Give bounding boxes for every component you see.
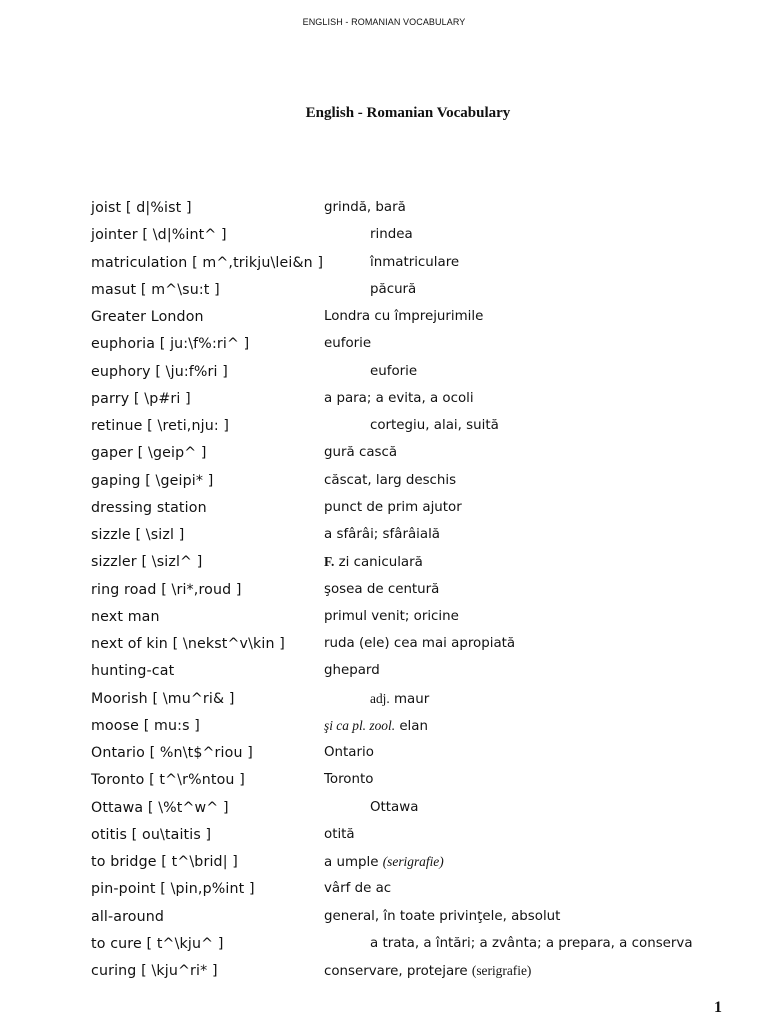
romanian-translation: otită bbox=[324, 826, 355, 842]
english-term: parry [ \p#ri ] bbox=[91, 390, 191, 407]
romanian-translation bbox=[324, 550, 423, 575]
english-term: dressing station bbox=[91, 499, 207, 516]
english-term: matriculation [ m^,trikju\lei&n ] bbox=[91, 254, 324, 271]
vocabulary-entry bbox=[91, 196, 711, 223]
vocabulary-entry bbox=[91, 905, 711, 932]
usage-label: adj. bbox=[370, 690, 390, 706]
romanian-translation: păcură bbox=[370, 281, 417, 297]
translation-text: elan bbox=[399, 718, 428, 734]
romanian-translation bbox=[324, 959, 531, 984]
english-term: euphory [ \ju:f%ri ] bbox=[91, 363, 228, 380]
english-term: to bridge [ t^\brid| ] bbox=[91, 854, 238, 870]
vocabulary-entry bbox=[91, 550, 711, 577]
vocabulary-entry bbox=[91, 387, 711, 414]
romanian-translation: euforie bbox=[370, 363, 418, 379]
translation-text: maur bbox=[393, 691, 430, 707]
romanian-translation: punct de prim ajutor bbox=[324, 499, 462, 515]
usage-note: (serigrafie) bbox=[471, 963, 532, 978]
romanian-translation: Toronto bbox=[324, 772, 374, 788]
vocabulary-entry bbox=[91, 714, 711, 741]
english-term: hunting-cat bbox=[91, 663, 175, 680]
vocabulary-entry bbox=[91, 441, 711, 468]
english-term: joist [ d|%ist ] bbox=[91, 200, 192, 216]
vocabulary-entry bbox=[91, 305, 711, 332]
vocabulary-list bbox=[91, 196, 711, 986]
romanian-translation: a trata, a întări; a zvânta; a prepara, a conserva bbox=[370, 935, 693, 951]
vocabulary-entry bbox=[91, 659, 711, 686]
romanian-translation: înmatriculare bbox=[370, 254, 460, 270]
vocabulary-entry bbox=[91, 251, 711, 278]
vocabulary-entry bbox=[91, 332, 711, 359]
romanian-translation: ghepard bbox=[324, 663, 380, 679]
english-term: jointer [ \d|%int^ ] bbox=[91, 227, 227, 244]
vocabulary-entry bbox=[91, 768, 711, 795]
english-term: retinue [ \reti,nju: ] bbox=[91, 418, 230, 434]
english-term: curing [ \kju^ri* ] bbox=[91, 963, 218, 979]
vocabulary-entry bbox=[91, 687, 711, 714]
romanian-translation: şosea de centură bbox=[324, 581, 440, 597]
english-term: masut [ m^\su:t ] bbox=[91, 281, 220, 298]
vocabulary-entry bbox=[91, 823, 711, 850]
vocabulary-entry bbox=[91, 741, 711, 768]
english-term: otitis [ ou\taitis ] bbox=[91, 826, 212, 843]
vocabulary-entry bbox=[91, 223, 711, 250]
english-term: pin-point [ \pin,p%int ] bbox=[91, 881, 255, 898]
english-term: Greater London bbox=[91, 309, 204, 325]
romanian-translation: euforie bbox=[324, 336, 372, 352]
romanian-translation: a para; a evita, a ocoli bbox=[324, 390, 474, 406]
romanian-translation: Ottawa bbox=[370, 799, 419, 815]
vocabulary-entry bbox=[91, 414, 711, 441]
romanian-translation: gură cască bbox=[324, 445, 398, 461]
romanian-translation: căscat, larg deschis bbox=[324, 472, 457, 488]
romanian-translation bbox=[324, 714, 428, 739]
romanian-translation: Ontario bbox=[324, 745, 374, 760]
running-header: ENGLISH - ROMANIAN VOCABULARY bbox=[302, 17, 466, 27]
romanian-translation: cortegiu, alai, suită bbox=[370, 418, 499, 433]
english-term: euphoria [ ju:\f%:ri^ ] bbox=[91, 336, 250, 353]
english-term: Moorish [ \mu^ri& ] bbox=[91, 690, 235, 707]
romanian-translation: rindea bbox=[370, 227, 413, 243]
usage-note: (serigrafie) bbox=[382, 854, 444, 869]
romanian-translation: a sfârâi; sfârâială bbox=[324, 527, 441, 542]
english-term: next man bbox=[91, 608, 160, 625]
vocabulary-entry bbox=[91, 578, 711, 605]
english-term: sizzler [ \sizl^ ] bbox=[91, 554, 203, 571]
romanian-translation: primul venit; oricine bbox=[324, 608, 459, 624]
vocabulary-entry bbox=[91, 523, 711, 550]
vocabulary-entry bbox=[91, 469, 711, 496]
vocabulary-entry bbox=[91, 932, 711, 959]
page-title: English - Romanian Vocabulary bbox=[305, 105, 511, 121]
vocabulary-entry bbox=[91, 496, 711, 523]
romanian-translation bbox=[324, 850, 444, 875]
romanian-translation: grindă, bară bbox=[324, 200, 406, 215]
english-term: Ontario [ %n\t$^riou ] bbox=[91, 745, 253, 761]
romanian-translation bbox=[370, 687, 429, 712]
page-number: 1 bbox=[714, 999, 722, 1016]
vocabulary-entry bbox=[91, 360, 711, 387]
translation-text: zi caniculară bbox=[338, 555, 423, 571]
english-term: gaper [ \geip^ ] bbox=[91, 445, 207, 462]
vocabulary-entry bbox=[91, 959, 711, 986]
romanian-translation: ruda (ele) cea mai apropiată bbox=[324, 636, 516, 651]
romanian-translation: vârf de ac bbox=[324, 881, 392, 897]
english-term: moose [ mu:s ] bbox=[91, 717, 200, 734]
english-term: ring road [ \ri*,roud ] bbox=[91, 581, 242, 598]
english-term: to cure [ t^\kju^ ] bbox=[91, 935, 224, 952]
romanian-translation: general, în toate privinţele, absolut bbox=[324, 908, 561, 924]
translation-text: conservare, protejare bbox=[324, 964, 468, 979]
english-term: Ottawa [ \%t^w^ ] bbox=[91, 799, 229, 816]
vocabulary-entry bbox=[91, 877, 711, 904]
vocabulary-entry bbox=[91, 278, 711, 305]
english-term: gaping [ \geipi* ] bbox=[91, 472, 214, 489]
translation-text: a umple bbox=[324, 855, 379, 870]
romanian-translation: Londra cu împrejurimile bbox=[324, 309, 484, 324]
vocabulary-entry bbox=[91, 850, 711, 877]
english-term: Toronto [ t^\r%ntou ] bbox=[91, 772, 245, 789]
english-term: sizzle [ \sizl ] bbox=[91, 527, 185, 543]
english-term: all-around bbox=[91, 908, 165, 925]
english-term: next of kin [ \nekst^v\kin ] bbox=[91, 636, 285, 652]
vocabulary-entry bbox=[91, 796, 711, 823]
vocabulary-entry bbox=[91, 632, 711, 659]
usage-label: F. bbox=[324, 554, 335, 570]
usage-label: şi ca pl. zool. bbox=[324, 717, 396, 733]
vocabulary-entry bbox=[91, 605, 711, 632]
